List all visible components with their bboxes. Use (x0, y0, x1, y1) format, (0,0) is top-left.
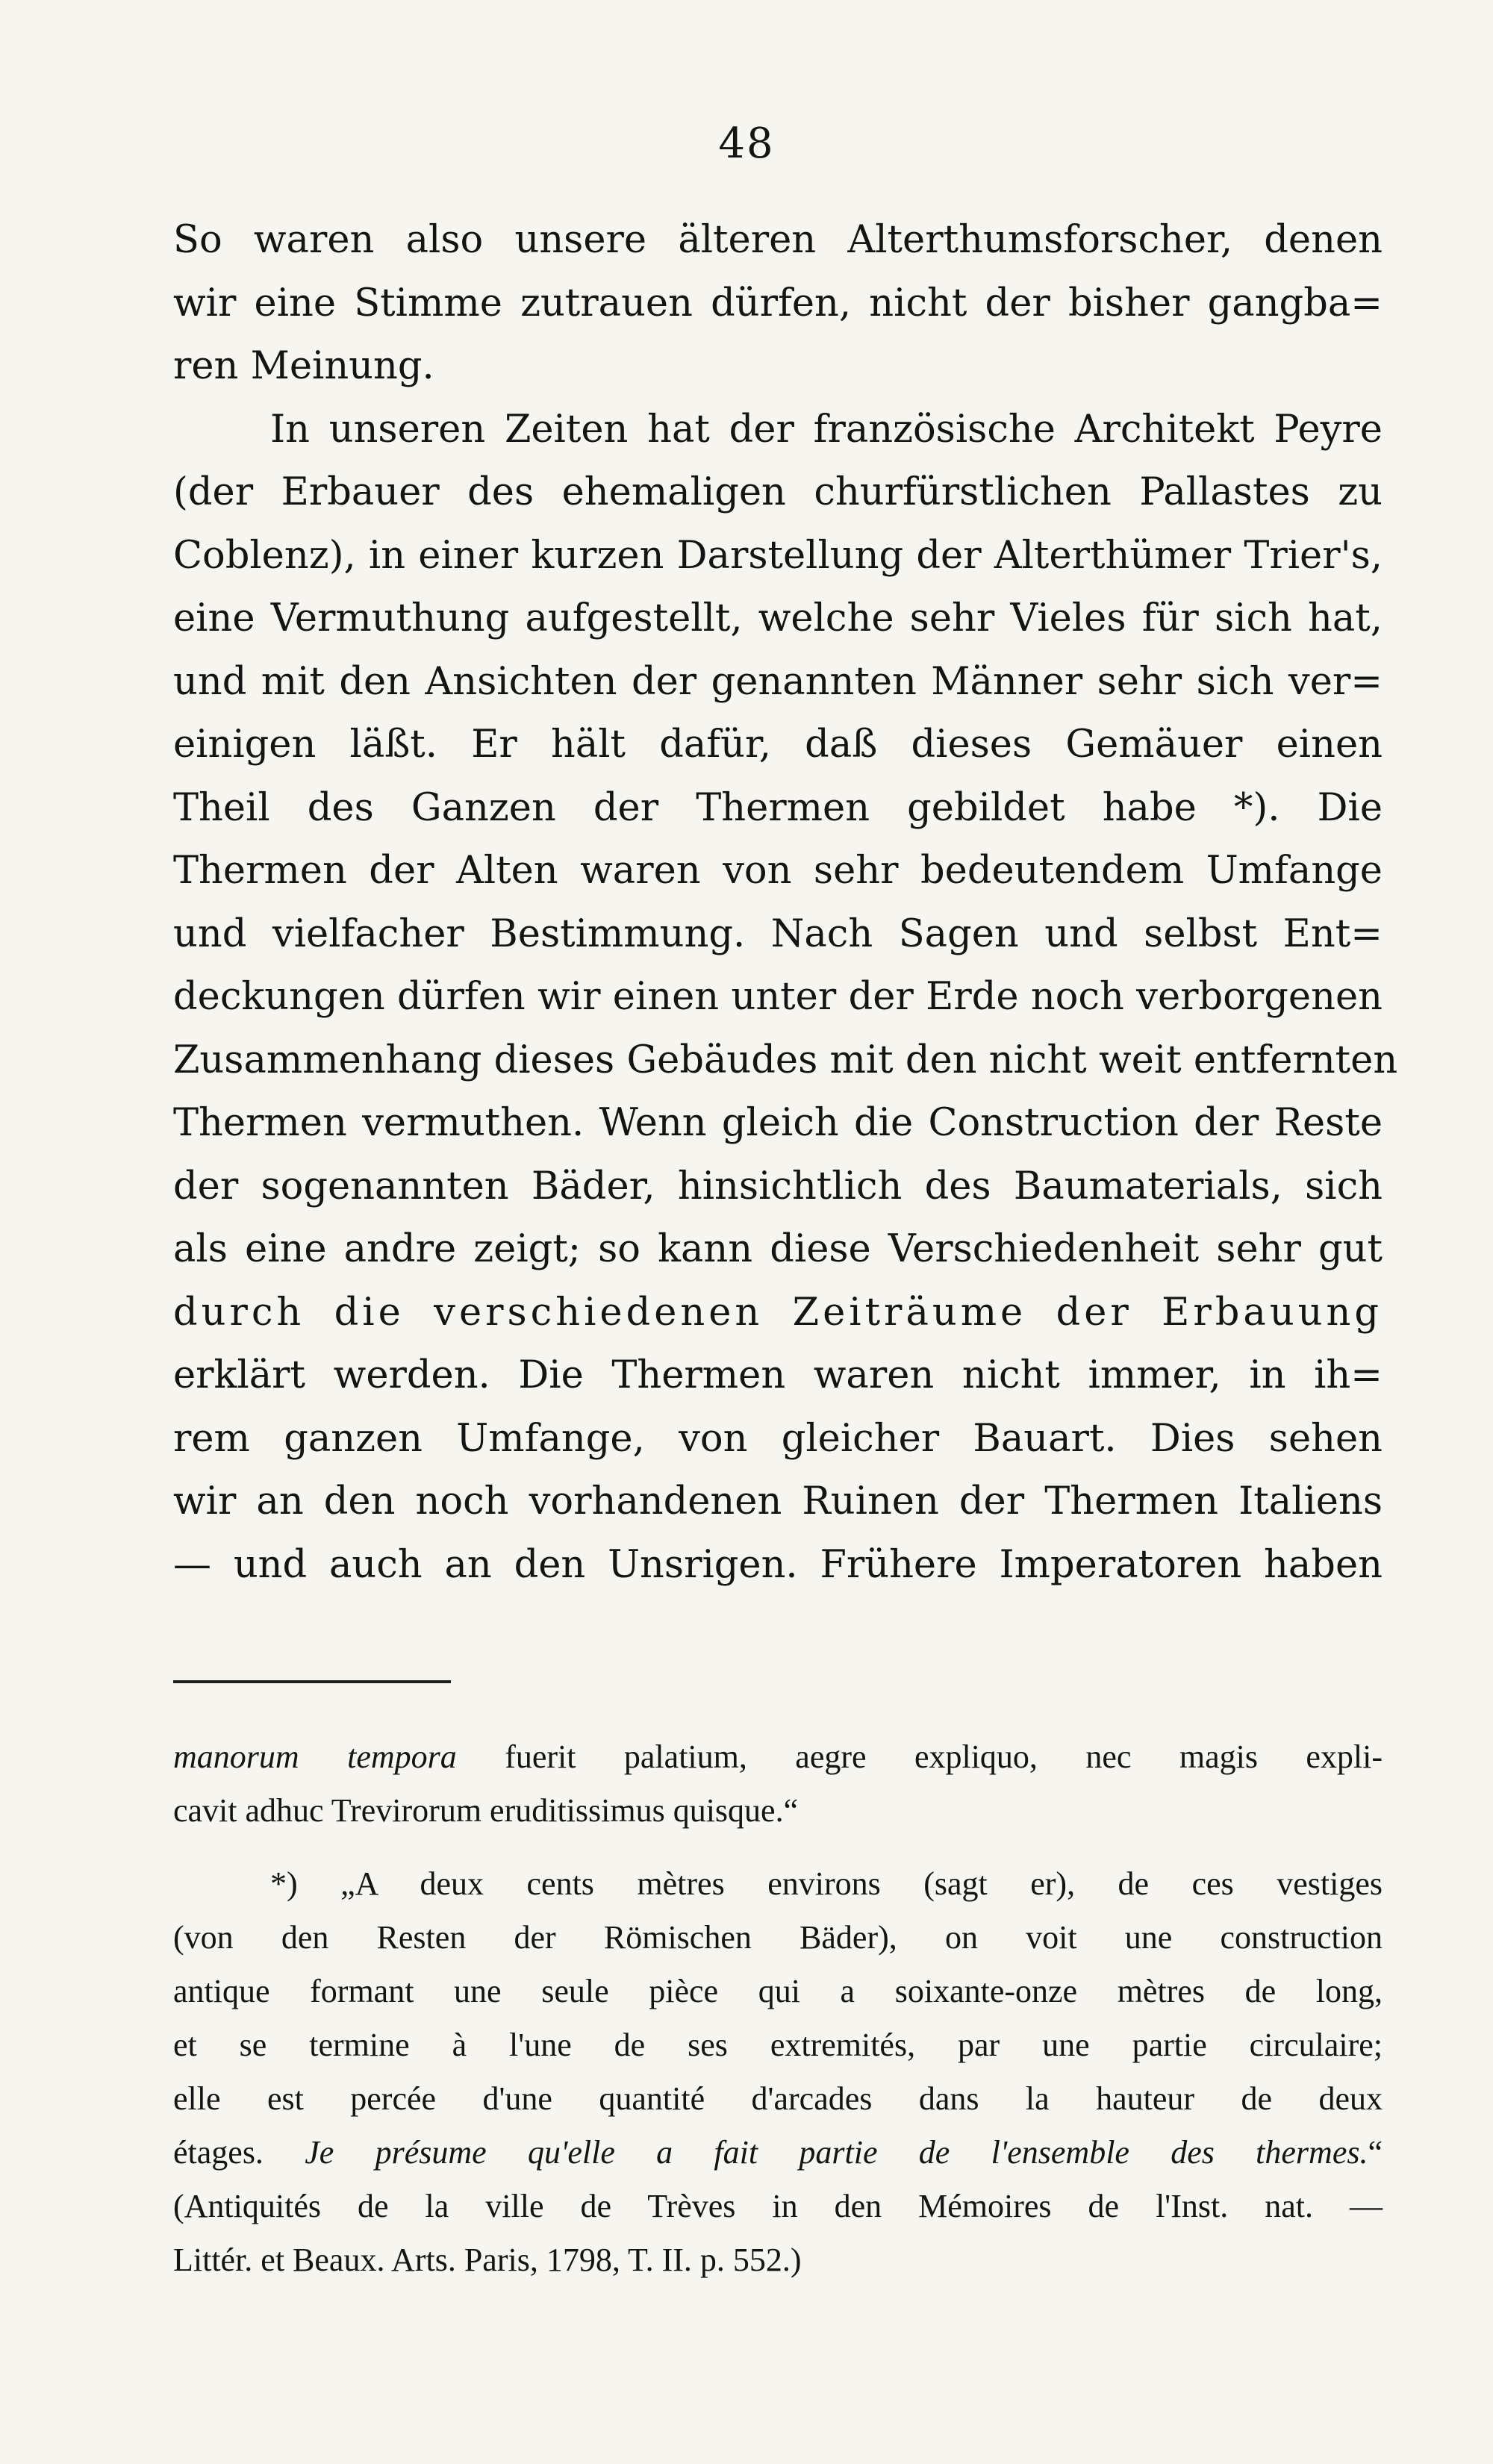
footnote-line: (Antiquités de la ville de Trèves in den Mémoires de l'Inst. nat. — (173, 2188, 1383, 2224)
footnote-italic: Je présume qu'elle a fait partie de l'ensemble des thermes. (305, 2134, 1368, 2171)
footnote-line: elle est percée d'une quantité d'arcades dans la hauteur de deux (173, 2080, 1383, 2117)
page-number: 48 (718, 119, 775, 168)
text-line: als eine andre zeigt; so kann diese Verschiedenheit sehr gut (173, 1227, 1383, 1271)
footnote-text: étages. (173, 2134, 305, 2171)
text-line: und vielfacher Bestimmung. Nach Sagen und selbst Ent= (173, 911, 1383, 956)
text-line: einigen läßt. Er hält dafür, daß dieses Gemäuer einen (173, 723, 1383, 767)
footnote-line: antique formant une seule pièce qui a soixante-onze mètres de long, (173, 1973, 1383, 2009)
footnote-line (173, 2126, 1383, 2180)
main-text (173, 209, 1398, 1597)
footnote-gap (173, 1838, 1383, 1857)
text-line: ren Meinung. (173, 344, 434, 388)
footnote-separator (173, 1680, 451, 1683)
text-line: der sogenannten Bäder, hinsichtlich des Baumaterials, sich (173, 1164, 1383, 1208)
footnote-line: et se termine à l'une de ses extremités, par une partie circulaire; (173, 2027, 1383, 2063)
text-line: — und auch an den Unsrigen. Frühere Imperatoren haben (173, 1542, 1383, 1587)
text-line: deckungen dürfen wir einen unter der Erde noch verborgenen (173, 975, 1383, 1019)
text-line: (der Erbauer des ehemaligen churfürstlichen Pallastes zu (173, 470, 1383, 514)
footnote-italic: manorum tempora (173, 1738, 457, 1775)
text-line: wir an den noch vorhandenen Ruinen der Thermen Italiens (173, 1479, 1383, 1523)
footnote-line: Littér. et Beaux. Arts. Paris, 1798, T. II. p. 552.) (173, 2242, 802, 2278)
footnote-text: “ (1368, 2134, 1383, 2171)
text-line: Zusammenhang dieses Gebäudes mit den nicht weit entfernten (173, 1038, 1398, 1082)
text-line: In unseren Zeiten hat der französische Architekt Peyre (270, 407, 1383, 452)
footnote-line: cavit adhuc Trevirorum eruditissimus quisque.“ (173, 1792, 799, 1829)
footnote-text: fuerit palatium, aegre expliquo, nec magis expli- (456, 1738, 1383, 1775)
text-line: rem ganzen Umfange, von gleicher Bauart. Dies sehen (173, 1416, 1383, 1461)
text-line: und mit den Ansichten der genannten Männer sehr sich ver= (173, 659, 1383, 704)
text-line: Coblenz), in einer kurzen Darstellung der Alterthümer Trier's, (173, 533, 1383, 578)
footnote-line: (von den Resten der Römischen Bäder), on voit une construction (173, 1919, 1383, 1956)
text-line: Theil des Ganzen der Thermen gebildet habe *). Die (173, 785, 1383, 830)
footnote-line (173, 1730, 1383, 1784)
text-line: erklärt werden. Die Thermen waren nicht immer, in ih= (173, 1353, 1383, 1397)
text-line: So waren also unsere älteren Alterthumsforscher, denen (173, 218, 1383, 262)
footnotes (173, 1730, 1383, 2287)
footnote-line: *) „A deux cents mètres environs (sagt er), de ces vestiges (270, 1865, 1383, 1902)
text-line: Thermen der Alten waren von sehr bedeutendem Umfange (173, 849, 1383, 893)
text-line: eine Vermuthung aufgestellt, welche sehr Vieles für sich hat, (173, 596, 1383, 640)
text-line: durch die verschiedenen Zeiträume der Erbauung (173, 1290, 1383, 1335)
text-line: Thermen vermuthen. Wenn gleich die Construction der Reste (173, 1101, 1383, 1145)
text-line: wir eine Stimme zutrauen dürfen, nicht der bisher gangba= (173, 281, 1383, 325)
